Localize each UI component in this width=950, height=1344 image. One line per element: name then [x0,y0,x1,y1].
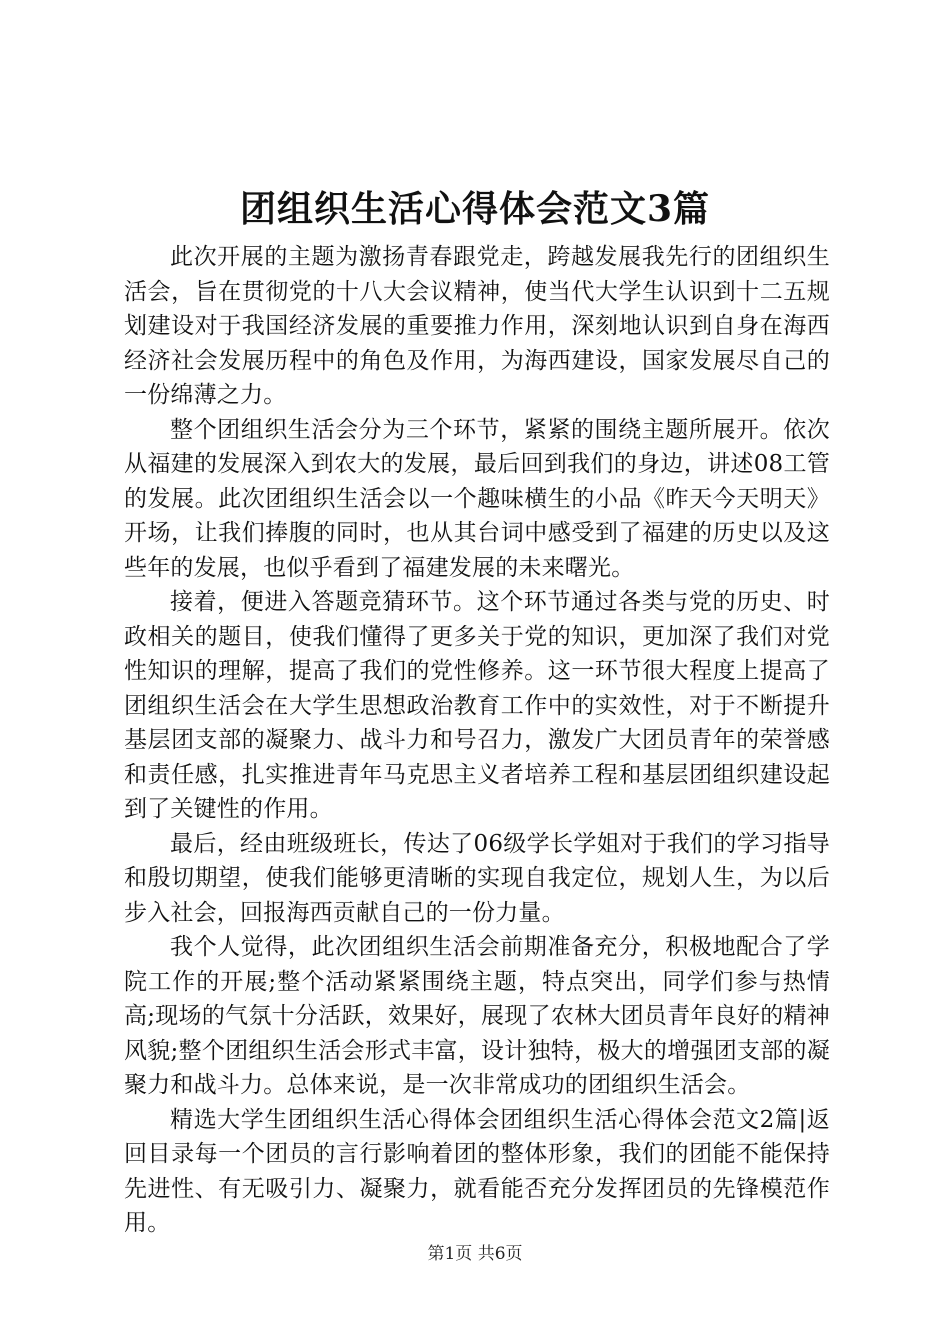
paragraph-4: 最后，经由班级班长，传达了06级学长学姐对于我们的学习指导和殷切期望，使我们能够更清晰的实现自我定位，规划人生，为以后步入社会，回报海西贡献自己的一份力量。 [124,830,830,926]
page-footer: 第1页 共6页 [427,1244,523,1264]
paragraph-3: 接着，便进入答题竞猜环节。这个环节通过各类与党的历史、时政相关的题目，使我们懂得了更多关于党的知识，更加深了我们对党性知识的理解，提高了我们的党性修养。这一环节很大程度上提高了团组织生活会在大学生思想政治教育工作中的实效性，对于不断提升基层团支部的凝聚力、战斗力和号召力，激发广大团员青年的荣誉感和责任感，扎实推进青年马克思主义者培养工程和基层团组织建设起到了关键性的作用。 [124,589,830,822]
paragraph-1: 此次开展的主题为激扬青春跟党走，跨越发展我先行的团组织生活会，旨在贯彻党的十八大会议精神，使当代大学生认识到十二五规划建设对于我国经济发展的重要推力作用，深刻地认识到自身在海西经济社会发展历程中的角色及作用，为海西建设，国家发展尽自己的一份绵薄之力。 [124,244,830,408]
document-body [124,240,830,1241]
document-title: 团组织生活心得体会范文3篇 [239,188,711,230]
paragraph-6: 精选大学生团组织生活心得体会团组织生活心得体会范文2篇|返回目录每一个团员的言行影响着团的整体形象，我们的团能不能保持先进性、有无吸引力、凝聚力，就看能否充分发挥团员的先锋模范作用。 [124,1106,830,1236]
paragraph-2: 整个团组织生活会分为三个环节，紧紧的围绕主题所展开。依次从福建的发展深入到农大的发展，最后回到我们的身边，讲述08工管的发展。此次团组织生活会以一个趣味横生的小品《昨天今天明天》开场，让我们捧腹的同时，也从其台词中感受到了福建的历史以及这些年的发展，也似乎看到了福建发展的未来曙光。 [124,416,830,581]
paragraph-5: 我个人觉得，此次团组织生活会前期准备充分，积极地配合了学院工作的开展;整个活动紧紧围绕主题，特点突出，同学们参与热情高;现场的气氛十分活跃，效果好，展现了农林大团员青年良好的精神风貌;整个团组织生活会形式丰富，设计独特，极大的增强团支部的凝聚力和战斗力。总体来说，是一次非常成功的团组织生活会。 [124,934,830,1098]
